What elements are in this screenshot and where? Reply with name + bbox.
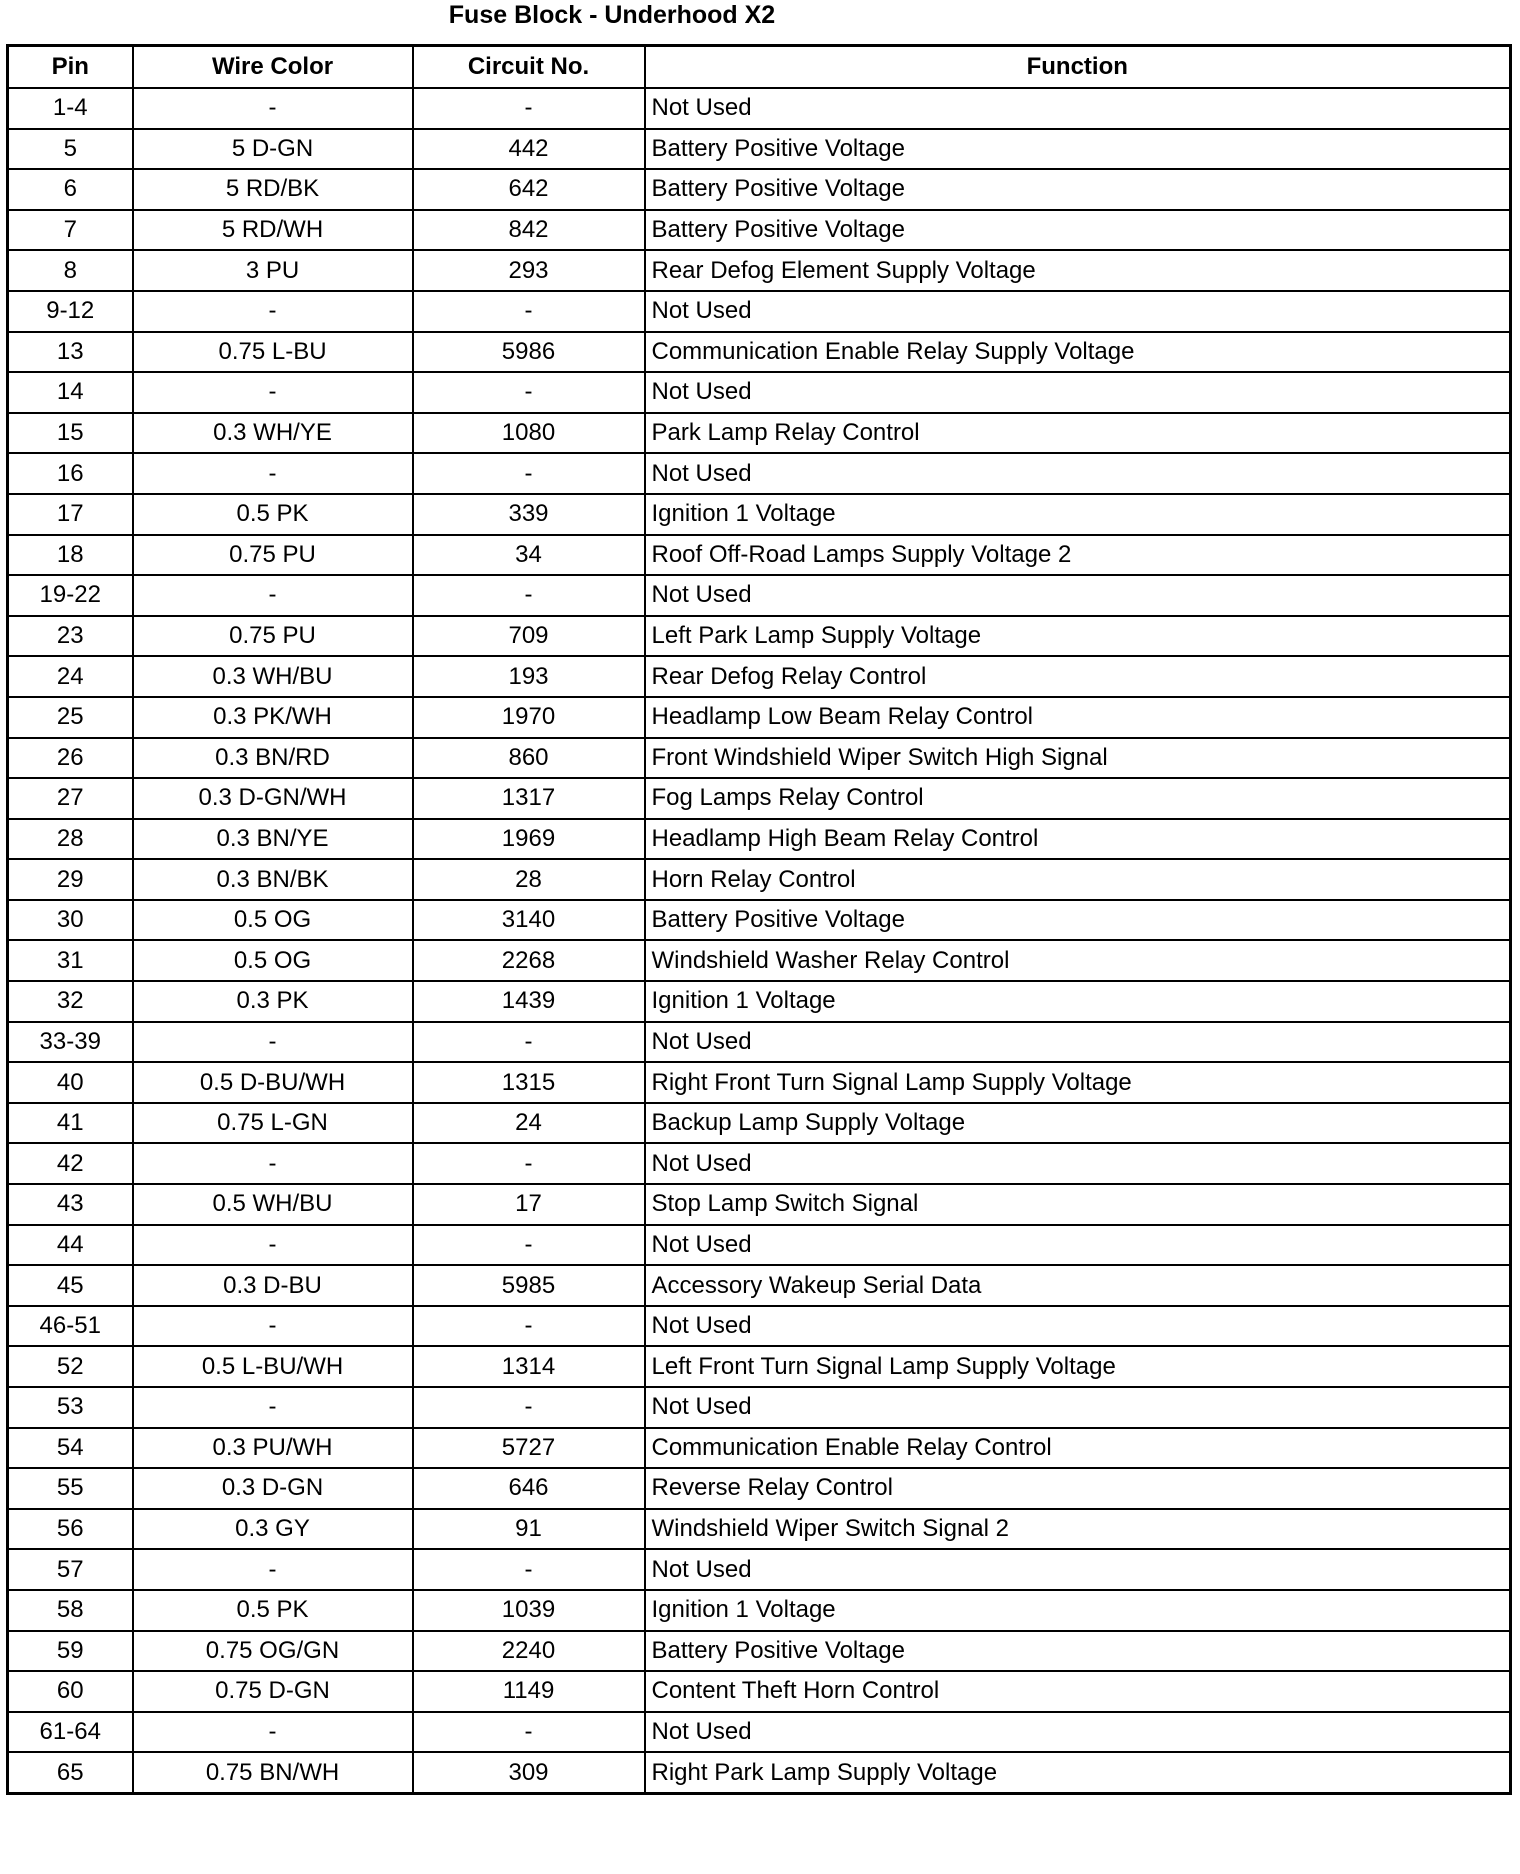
cell-circuit-no: 1039: [413, 1590, 645, 1631]
cell-wire-color: 0.5 L-BU/WH: [133, 1346, 413, 1387]
cell-pin: 65: [8, 1752, 133, 1793]
cell-pin: 32: [8, 981, 133, 1022]
cell-wire-color: 0.3 GY: [133, 1509, 413, 1550]
table-row: [8, 88, 1511, 129]
table-row: [8, 1265, 1511, 1306]
cell-function: Rear Defog Relay Control: [645, 656, 1511, 697]
cell-circuit-no: 1315: [413, 1062, 645, 1103]
cell-pin: 25: [8, 697, 133, 738]
cell-function: Communication Enable Relay Control: [645, 1428, 1511, 1469]
cell-wire-color: 0.3 BN/BK: [133, 859, 413, 900]
cell-circuit-no: 842: [413, 210, 645, 251]
cell-pin: 52: [8, 1346, 133, 1387]
cell-function: Windshield Washer Relay Control: [645, 940, 1511, 981]
cell-function: Windshield Wiper Switch Signal 2: [645, 1509, 1511, 1550]
cell-pin: 9-12: [8, 291, 133, 332]
cell-circuit-no: 17: [413, 1184, 645, 1225]
cell-function: Headlamp Low Beam Relay Control: [645, 697, 1511, 738]
cell-circuit-no: 1317: [413, 778, 645, 819]
cell-circuit-no: 5986: [413, 332, 645, 373]
cell-wire-color: -: [133, 1712, 413, 1753]
cell-wire-color: 0.5 PK: [133, 494, 413, 535]
cell-wire-color: -: [133, 453, 413, 494]
cell-pin: 53: [8, 1387, 133, 1428]
cell-circuit-no: 2240: [413, 1631, 645, 1672]
cell-pin: 19-22: [8, 575, 133, 616]
cell-circuit-no: 642: [413, 169, 645, 210]
cell-wire-color: 0.75 OG/GN: [133, 1631, 413, 1672]
cell-wire-color: 0.5 D-BU/WH: [133, 1062, 413, 1103]
cell-function: Ignition 1 Voltage: [645, 981, 1511, 1022]
cell-wire-color: 0.3 PK/WH: [133, 697, 413, 738]
cell-function: Left Front Turn Signal Lamp Supply Voltage: [645, 1346, 1511, 1387]
cell-pin: 24: [8, 656, 133, 697]
table-row: [8, 1022, 1511, 1063]
table-row: [8, 1549, 1511, 1590]
cell-wire-color: -: [133, 1143, 413, 1184]
cell-pin: 13: [8, 332, 133, 373]
table-row: [8, 210, 1511, 251]
cell-function: Content Theft Horn Control: [645, 1671, 1511, 1712]
table-row: [8, 616, 1511, 657]
cell-function: Not Used: [645, 1225, 1511, 1266]
cell-wire-color: 3 PU: [133, 250, 413, 291]
cell-pin: 27: [8, 778, 133, 819]
cell-pin: 59: [8, 1631, 133, 1672]
cell-function: Not Used: [645, 1549, 1511, 1590]
cell-circuit-no: 1314: [413, 1346, 645, 1387]
cell-function: Not Used: [645, 1022, 1511, 1063]
cell-function: Battery Positive Voltage: [645, 169, 1511, 210]
cell-pin: 54: [8, 1428, 133, 1469]
cell-function: Backup Lamp Supply Voltage: [645, 1103, 1511, 1144]
table-row: [8, 778, 1511, 819]
cell-function: Left Park Lamp Supply Voltage: [645, 616, 1511, 657]
cell-wire-color: -: [133, 1022, 413, 1063]
cell-function: Reverse Relay Control: [645, 1468, 1511, 1509]
table-row: [8, 697, 1511, 738]
cell-wire-color: -: [133, 1225, 413, 1266]
cell-function: Accessory Wakeup Serial Data: [645, 1265, 1511, 1306]
cell-circuit-no: 91: [413, 1509, 645, 1550]
table-row: [8, 656, 1511, 697]
cell-wire-color: -: [133, 1549, 413, 1590]
cell-circuit-no: 1080: [413, 413, 645, 454]
table-row: [8, 940, 1511, 981]
cell-function: Battery Positive Voltage: [645, 900, 1511, 941]
cell-function: Headlamp High Beam Relay Control: [645, 819, 1511, 860]
cell-circuit-no: -: [413, 1306, 645, 1347]
table-row: [8, 1184, 1511, 1225]
cell-circuit-no: 5985: [413, 1265, 645, 1306]
cell-pin: 6: [8, 169, 133, 210]
cell-circuit-no: 442: [413, 129, 645, 170]
table-row: [8, 859, 1511, 900]
cell-pin: 7: [8, 210, 133, 251]
cell-pin: 29: [8, 859, 133, 900]
cell-wire-color: -: [133, 1306, 413, 1347]
cell-circuit-no: -: [413, 575, 645, 616]
table-row: [8, 535, 1511, 576]
cell-pin: 60: [8, 1671, 133, 1712]
cell-function: Fog Lamps Relay Control: [645, 778, 1511, 819]
cell-pin: 16: [8, 453, 133, 494]
cell-function: Roof Off-Road Lamps Supply Voltage 2: [645, 535, 1511, 576]
table-row: [8, 819, 1511, 860]
cell-circuit-no: -: [413, 1022, 645, 1063]
cell-pin: 5: [8, 129, 133, 170]
cell-pin: 61-64: [8, 1712, 133, 1753]
cell-circuit-no: 709: [413, 616, 645, 657]
cell-function: Not Used: [645, 372, 1511, 413]
cell-circuit-no: -: [413, 1225, 645, 1266]
table-row: [8, 1631, 1511, 1672]
table-row: [8, 1671, 1511, 1712]
cell-function: Horn Relay Control: [645, 859, 1511, 900]
table-row: [8, 900, 1511, 941]
table-row: [8, 1306, 1511, 1347]
header-pin: Pin: [8, 46, 133, 89]
cell-wire-color: 5 RD/BK: [133, 169, 413, 210]
cell-circuit-no: 309: [413, 1752, 645, 1793]
cell-circuit-no: -: [413, 453, 645, 494]
cell-pin: 42: [8, 1143, 133, 1184]
table-header: [8, 46, 1511, 89]
table-row: [8, 738, 1511, 779]
cell-pin: 43: [8, 1184, 133, 1225]
cell-pin: 45: [8, 1265, 133, 1306]
cell-circuit-no: 193: [413, 656, 645, 697]
cell-circuit-no: 293: [413, 250, 645, 291]
cell-function: Stop Lamp Switch Signal: [645, 1184, 1511, 1225]
cell-pin: 23: [8, 616, 133, 657]
table-row: [8, 1468, 1511, 1509]
cell-pin: 31: [8, 940, 133, 981]
cell-circuit-no: 3140: [413, 900, 645, 941]
table-row: [8, 169, 1511, 210]
cell-circuit-no: 339: [413, 494, 645, 535]
cell-wire-color: -: [133, 1387, 413, 1428]
cell-function: Park Lamp Relay Control: [645, 413, 1511, 454]
cell-wire-color: 0.5 WH/BU: [133, 1184, 413, 1225]
cell-function: Right Park Lamp Supply Voltage: [645, 1752, 1511, 1793]
cell-circuit-no: -: [413, 291, 645, 332]
cell-circuit-no: 646: [413, 1468, 645, 1509]
cell-pin: 55: [8, 1468, 133, 1509]
cell-wire-color: 0.3 BN/YE: [133, 819, 413, 860]
cell-function: Ignition 1 Voltage: [645, 494, 1511, 535]
table-row: [8, 332, 1511, 373]
cell-pin: 28: [8, 819, 133, 860]
cell-function: Not Used: [645, 453, 1511, 494]
cell-wire-color: -: [133, 291, 413, 332]
cell-function: Not Used: [645, 1306, 1511, 1347]
cell-pin: 33-39: [8, 1022, 133, 1063]
table-row: [8, 1712, 1511, 1753]
cell-pin: 44: [8, 1225, 133, 1266]
table-row: [8, 1225, 1511, 1266]
cell-pin: 8: [8, 250, 133, 291]
table-row: [8, 1509, 1511, 1550]
page-title: Fuse Block - Underhood X2: [448, 1, 776, 29]
cell-pin: 14: [8, 372, 133, 413]
table-row: [8, 372, 1511, 413]
table-row: [8, 453, 1511, 494]
cell-circuit-no: -: [413, 1143, 645, 1184]
cell-function: Not Used: [645, 1387, 1511, 1428]
cell-pin: 30: [8, 900, 133, 941]
table-row: [8, 1428, 1511, 1469]
cell-pin: 15: [8, 413, 133, 454]
cell-wire-color: 5 RD/WH: [133, 210, 413, 251]
cell-circuit-no: -: [413, 1712, 645, 1753]
cell-wire-color: 0.3 D-GN: [133, 1468, 413, 1509]
cell-circuit-no: 1439: [413, 981, 645, 1022]
cell-wire-color: 0.5 OG: [133, 940, 413, 981]
cell-circuit-no: -: [413, 1549, 645, 1590]
table-row: [8, 981, 1511, 1022]
cell-circuit-no: 1969: [413, 819, 645, 860]
cell-wire-color: -: [133, 575, 413, 616]
cell-pin: 57: [8, 1549, 133, 1590]
cell-function: Not Used: [645, 88, 1511, 129]
table-row: [8, 494, 1511, 535]
cell-circuit-no: 28: [413, 859, 645, 900]
cell-function: Battery Positive Voltage: [645, 1631, 1511, 1672]
cell-circuit-no: 1970: [413, 697, 645, 738]
cell-wire-color: 0.75 PU: [133, 535, 413, 576]
cell-wire-color: 0.3 BN/RD: [133, 738, 413, 779]
cell-function: Ignition 1 Voltage: [645, 1590, 1511, 1631]
table-row: [8, 1062, 1511, 1103]
header-wire-color: Wire Color: [133, 46, 413, 89]
header-function: Function: [645, 46, 1511, 89]
cell-function: Battery Positive Voltage: [645, 129, 1511, 170]
cell-wire-color: 0.3 D-GN/WH: [133, 778, 413, 819]
cell-wire-color: 0.5 OG: [133, 900, 413, 941]
table-row: [8, 1346, 1511, 1387]
pinout-table: [6, 44, 1512, 1795]
cell-pin: 40: [8, 1062, 133, 1103]
cell-circuit-no: 1149: [413, 1671, 645, 1712]
cell-wire-color: -: [133, 88, 413, 129]
cell-pin: 1-4: [8, 88, 133, 129]
cell-circuit-no: 34: [413, 535, 645, 576]
cell-function: Communication Enable Relay Supply Voltage: [645, 332, 1511, 373]
cell-pin: 46-51: [8, 1306, 133, 1347]
cell-wire-color: 0.75 L-BU: [133, 332, 413, 373]
table-row: [8, 1103, 1511, 1144]
table-body: [8, 88, 1511, 1793]
cell-circuit-no: 5727: [413, 1428, 645, 1469]
cell-pin: 58: [8, 1590, 133, 1631]
cell-circuit-no: 24: [413, 1103, 645, 1144]
cell-wire-color: 0.75 PU: [133, 616, 413, 657]
cell-wire-color: 0.3 D-BU: [133, 1265, 413, 1306]
cell-wire-color: -: [133, 372, 413, 413]
table-row: [8, 250, 1511, 291]
cell-wire-color: 0.5 PK: [133, 1590, 413, 1631]
table-row: [8, 1387, 1511, 1428]
table-row: [8, 575, 1511, 616]
cell-circuit-no: 860: [413, 738, 645, 779]
cell-wire-color: 0.3 PU/WH: [133, 1428, 413, 1469]
cell-pin: 18: [8, 535, 133, 576]
cell-wire-color: 0.3 PK: [133, 981, 413, 1022]
cell-wire-color: 0.75 L-GN: [133, 1103, 413, 1144]
cell-function: Not Used: [645, 291, 1511, 332]
header-circuit-no: Circuit No.: [413, 46, 645, 89]
table-row: [8, 291, 1511, 332]
cell-wire-color: 0.75 D-GN: [133, 1671, 413, 1712]
cell-circuit-no: -: [413, 372, 645, 413]
cell-wire-color: 5 D-GN: [133, 129, 413, 170]
cell-function: Not Used: [645, 1712, 1511, 1753]
cell-circuit-no: 2268: [413, 940, 645, 981]
cell-function: Battery Positive Voltage: [645, 210, 1511, 251]
cell-function: Not Used: [645, 1143, 1511, 1184]
cell-pin: 41: [8, 1103, 133, 1144]
table-row: [8, 129, 1511, 170]
cell-function: Not Used: [645, 575, 1511, 616]
table-row: [8, 1143, 1511, 1184]
cell-function: Front Windshield Wiper Switch High Signal: [645, 738, 1511, 779]
cell-function: Rear Defog Element Supply Voltage: [645, 250, 1511, 291]
table-row: [8, 413, 1511, 454]
cell-function: Right Front Turn Signal Lamp Supply Voltage: [645, 1062, 1511, 1103]
cell-pin: 17: [8, 494, 133, 535]
cell-pin: 26: [8, 738, 133, 779]
cell-circuit-no: -: [413, 1387, 645, 1428]
cell-circuit-no: -: [413, 88, 645, 129]
table-row: [8, 1590, 1511, 1631]
header-row: [8, 46, 1511, 89]
cell-wire-color: 0.3 WH/BU: [133, 656, 413, 697]
cell-pin: 56: [8, 1509, 133, 1550]
cell-wire-color: 0.3 WH/YE: [133, 413, 413, 454]
cell-wire-color: 0.75 BN/WH: [133, 1752, 413, 1793]
table-row: [8, 1752, 1511, 1793]
